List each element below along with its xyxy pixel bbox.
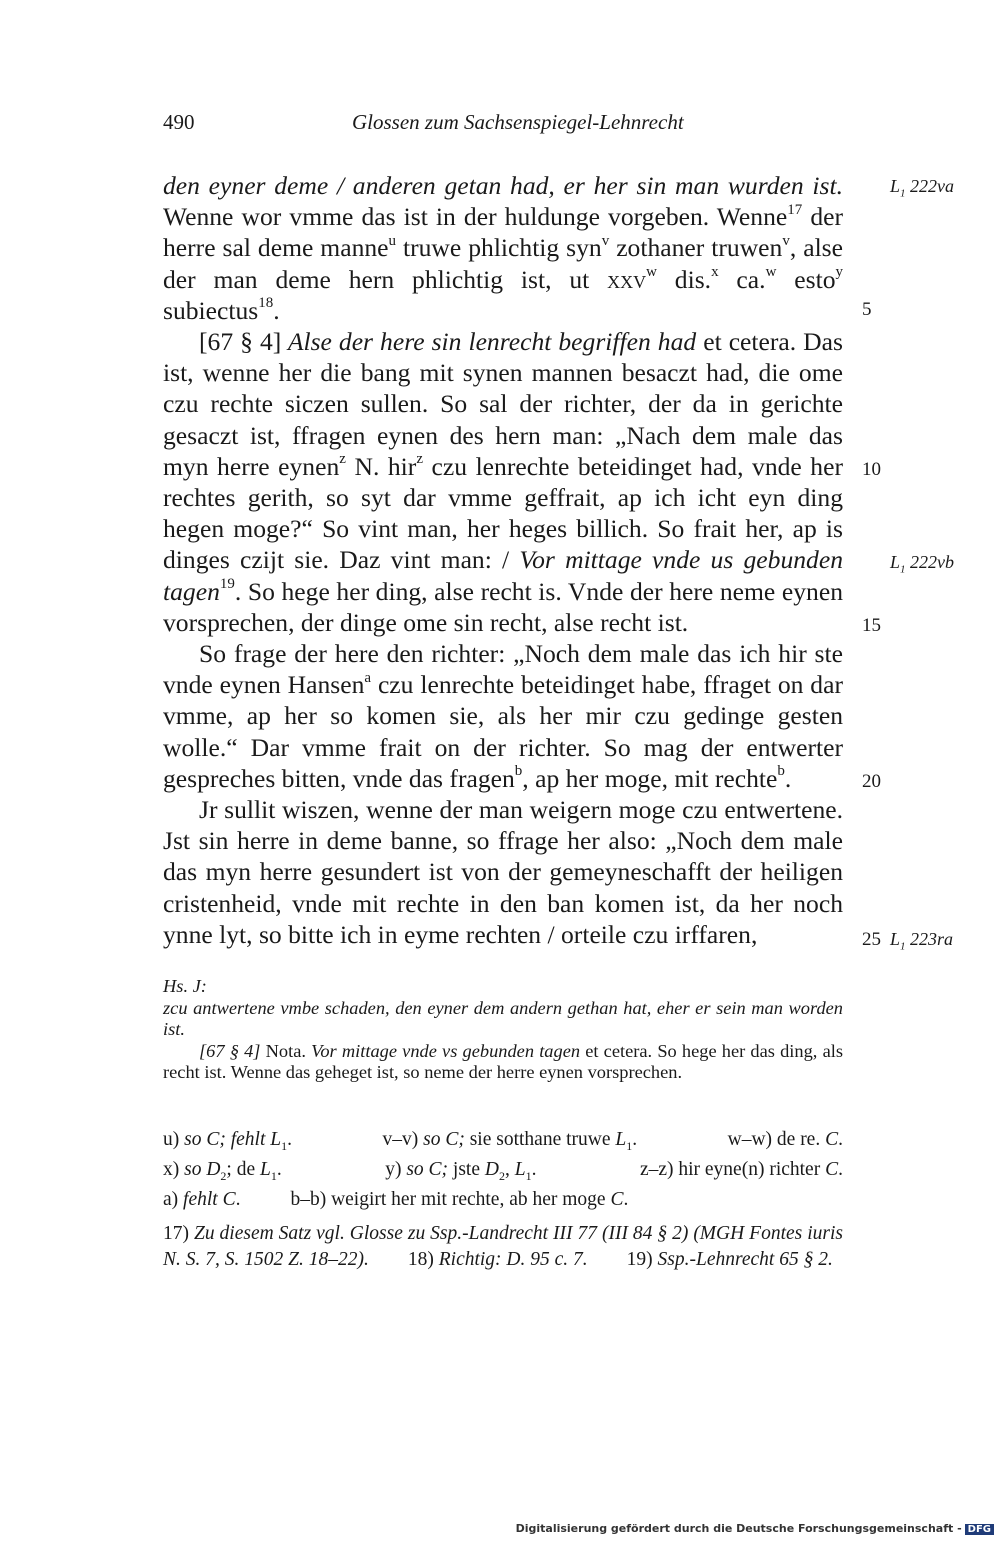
running-title: Glossen zum Sachsenspiegel-Lehnrecht [352,110,684,134]
apparatus-row [163,1128,843,1158]
manuscript-text: [67 § 4] Nota. Vor mittage vnde vs gebunden tagen et cetera. So hege her das ding, als recht ist. Wenne das geheget ist, so neme der herre eynen vorsprechen. [163,1040,844,1082]
main-text [163,170,843,950]
line-number: 10 [862,459,881,480]
apparatus-entry: u) so C; fehlt $L_1$. [163,1129,292,1153]
footnote-number: 17) [163,1223,194,1244]
paragraph-2: [67 § 4] Alse der here sin lenrecht begriffen had et cetera. Das ist, wenne her die bang mit synen mannen besaczt had, die ome czu rechte siczen sullen. So sal der richter, der da in gerichte gesaczt ist, ffragen eynen des hern man: „Nach dem male das myn herre eynen$^z$ N. hir$^z$ czu lenrechte beteidinget had, vnde her rechtes gerith, so syt dar vmme geffrait, ap ich icht eyn ding hegen moge?“ So vint man, her heges billich. So frait her, ap is dinges czijt sie. Daz vint man: / Vor mittage vnde us gebunden tagen$^{19}$. So hege her ding, alse recht is. Vnde der here neme eynen vorsprechen, der dinge ome sin recht, alse recht ist. [163,327,843,637]
margin-note: $L_1$ 222vb [890,552,955,576]
critical-apparatus [163,1128,843,1212]
margin-note: $L_1$ 223ra [890,929,954,953]
line-number: 25 [862,929,881,950]
apparatus-row [163,1158,843,1188]
footnote-18: Richtig: D. 95 c. 7. [438,1248,588,1270]
apparatus-entry: x) so $D_2$; de $L_1$. [163,1158,282,1183]
apparatus-entry: z–z) hir eyne(n) richter C. [639,1158,843,1180]
manuscript-variant [163,976,843,1084]
dfg-logo: DFG [965,1524,994,1535]
manuscript-label: Hs. J: [163,976,207,996]
line-number: 15 [862,615,881,636]
paragraph-1: den eyner deme / anderen getan had, er her sin man wurden ist. Wenne wor vmme das ist in der huldunge vorgeben. Wenne$^{17}$ der herre sal deme manne$^u$ truwe phlichtig syn$^v$ zothaner truwen$^v$, alse der man deme hern phlichtig ist, ut xxv$^w$ dis.$^x$ ca.$^w$ esto$^y$ subiectus$^{18}$. [163,171,843,325]
manuscript-text: zcu antwertene vmbe schaden, den eyner dem andern gethan hat, eher er sein man worden ist. [163,997,843,1039]
footnote-number: 19) [626,1248,658,1270]
apparatus-entry: y) so C; jste $D_2$, $L_1$. [385,1158,537,1183]
apparatus-entry: v–v) so C; sie sotthane truwe $L_1$. [382,1129,638,1153]
line-number: 5 [862,299,872,320]
dfg-footer [516,1522,994,1535]
footnote-17: Zu diesem Satz vgl. Glosse zu Ssp.-Landrecht III 77 (III 84 § 2) (MGH Fontes iuris N. S. 7, S. 1502 Z. 18–22). [163,1223,843,1270]
page-number: 490 [163,110,195,134]
apparatus-entry: a) fehlt C. [163,1188,241,1210]
footnote-number: 18) [407,1248,439,1270]
apparatus-entry: b–b) weigirt her mit rechte, ab her moge C. [290,1188,629,1210]
line-number: 20 [862,771,881,792]
paragraph-4: Jr sullit wiszen, wenne der man weigern moge czu entwertene. Jst sin herre in deme banne, so ffrage her also: „Noch dem male das myn herre gesundert ist von der gemeyneschafft der heiligen cristenheid, vnde mit rechte in den ban komen ist, da her noch ynne lyt, so bitte ich in eyme rechten / orteile czu irffaren, [163,795,843,949]
footnotes [163,1221,843,1272]
footer-text: Digitalisierung gefördert durch die Deutsche Forschungsgemeinschaft - [515,1522,962,1535]
apparatus-row [163,1188,843,1212]
apparatus-entry: w–w) de re. C. [727,1129,843,1150]
paragraph-3: So frage der here den richter: „Noch dem male das ich hir ste vnde eynen Hansen$^a$ czu lenrechte beteidinget habe, ffraget on dar vmme, ap her so komen sie, als her mir czu gedinge gesten wolle.“ Dar vmme frait on der richter. So mag der entwerter gespreches bitten, vnde das fragen$^b$, ap her moge, mit rechte$^b$. [163,639,843,793]
footnote-19: Ssp.-Lehnrecht 65 § 2. [657,1248,833,1270]
margin-note: $L_1$ 222va [890,176,955,200]
